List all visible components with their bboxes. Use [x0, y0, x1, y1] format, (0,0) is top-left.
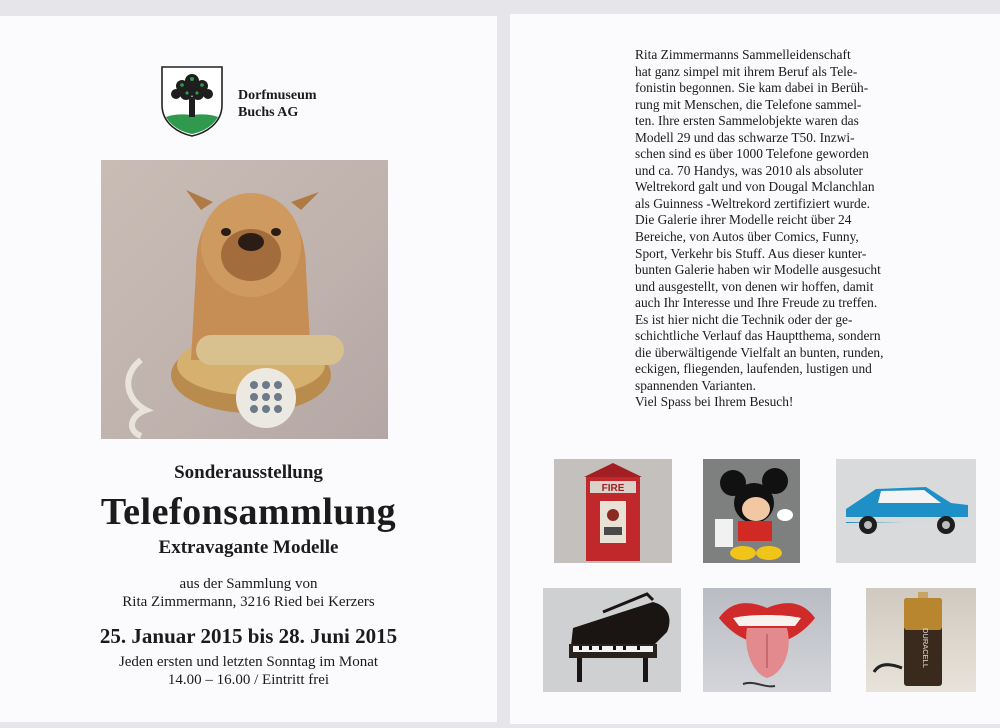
bulldog-telephone-photo	[101, 160, 388, 439]
description-line: eckigen, fliegenden, laufenden, lustigen und	[635, 361, 872, 377]
description-line: Weltrekord galt und von Dougal Mclanchlan	[635, 179, 875, 195]
description-line: Es ist hier nicht die Technik oder der ge-	[635, 311, 853, 327]
fire-box-label: FIRE	[601, 483, 625, 494]
exhibition-tagline: Extravagante Modelle	[158, 537, 339, 558]
description-line: und ausgestellt, von denen wir hoffen, damit	[635, 278, 874, 294]
lips-phone-photo	[703, 588, 831, 692]
opening-days: Jeden ersten und letzten Sonntag im Monat	[118, 654, 379, 670]
description-line: die überwältigende Vielfalt an bunten, runden,	[635, 344, 884, 360]
museum-name-line1: Dorfmuseum	[238, 88, 317, 103]
battery-phone-photo	[866, 588, 976, 692]
description-line: Modell 29 und das schwarze T50. Inzwi-	[635, 129, 855, 145]
opening-hours: 14.00 – 16.00 / Eintritt frei	[167, 672, 330, 688]
battery-brand-label: DURACELL	[921, 627, 930, 669]
description-line: spannenden Varianten.	[635, 377, 756, 393]
description-line: Viel Spass bei Ihrem Besuch!	[635, 394, 794, 410]
description-line: Rita Zimmermanns Sammelleidenschaft	[635, 47, 851, 62]
description-line: als Guinness -Weltrekord zertifiziert wurde.	[635, 195, 871, 211]
description-line: ten. Ihre ersten Sammelobjekte waren das	[635, 113, 859, 129]
description-line: auch Ihr Interesse und Ihre Freude zu treffen.	[635, 295, 878, 311]
grand-piano-phone-photo	[543, 588, 681, 692]
description-line: rung mit Menschen, die Telefone sammel-	[635, 96, 862, 112]
description-line: fonistin begonnen. Sie kam dabei in Berüh-	[635, 80, 869, 96]
description-line: schen sind es über 1000 Telefone geworden	[635, 146, 869, 162]
description-line: bunten Galerie haben wir Modelle ausgesucht	[635, 262, 881, 278]
collection-credit-line2: Rita Zimmermann, 3216 Ried bei Kerzers	[122, 594, 375, 610]
classic-car-phone-photo	[836, 459, 976, 563]
exhibition-dates: 25. Januar 2015 bis 28. Juni 2015	[99, 624, 398, 648]
collection-credit-line1: aus der Sammlung von	[179, 576, 318, 592]
description-line: Sport, Verkehr bis Stuff. Aus dieser kunter-	[635, 245, 867, 261]
fire-alarm-phone-photo	[554, 459, 672, 563]
description-line: und ca. 70 Handys, was 2010 als absoluter	[635, 162, 863, 178]
cartoon-mouse-phone-photo	[703, 459, 800, 563]
museum-name-line2: Buchs AG	[238, 105, 299, 120]
exhibition-subtitle: Sonderausstellung	[174, 462, 323, 483]
description-line: hat ganz simpel mit ihrem Beruf als Tele-	[635, 63, 858, 79]
description-line: Die Galerie ihrer Modelle reicht über 24	[635, 212, 852, 228]
museum-name	[238, 87, 317, 121]
description-text	[635, 47, 935, 411]
description-line: schichtliche Verlauf das Hauptthema, sondern	[635, 328, 881, 344]
description-line: Bereiche, von Autos über Comics, Funny,	[635, 229, 859, 245]
municipal-crest-logo	[160, 65, 224, 138]
exhibition-title: Telefonsammlung	[100, 491, 397, 533]
